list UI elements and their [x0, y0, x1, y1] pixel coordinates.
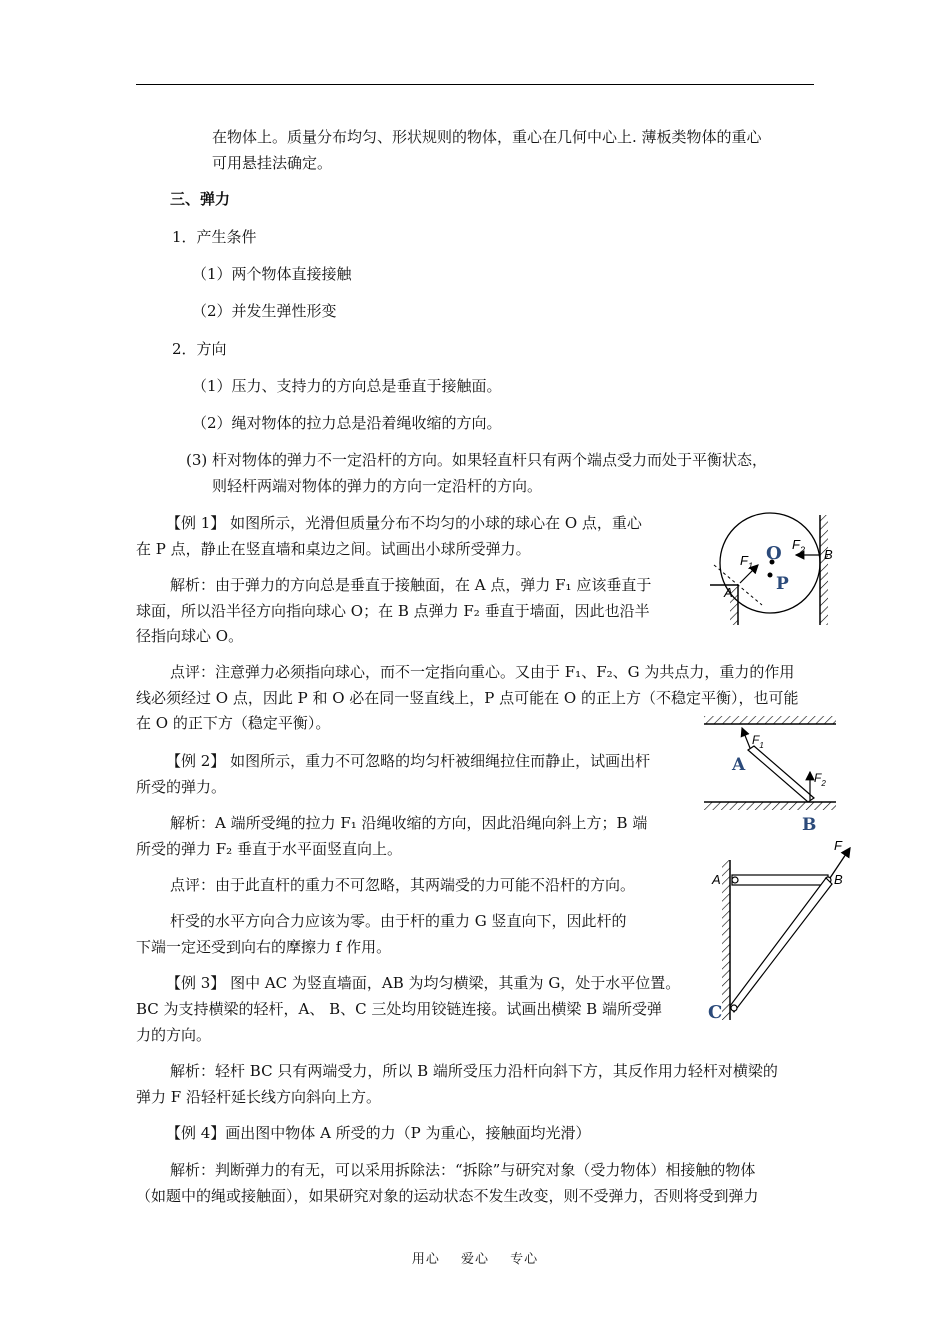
list-item: （1）压力、支持力的方向总是垂直于接触面。 — [192, 377, 502, 395]
label-f2: $F_2$ — [792, 537, 805, 555]
subheading: 1．产生条件 — [172, 228, 257, 246]
example-2-text: 【例 2】 如图所示，重力不可忽略的均匀杆被细绳拉住而静止，试画出杆 — [166, 752, 651, 770]
wall-hatching — [722, 860, 730, 1020]
subheading: 2．方向 — [172, 340, 227, 358]
floor-hatching — [704, 802, 836, 810]
list-item: （2）绳对物体的拉力总是沿着绳收缩的方向。 — [192, 414, 502, 432]
hinge-c — [731, 1005, 737, 1011]
analysis-3-text: 弹力 F 沿轻杆延长线方向斜向上方。 — [136, 1088, 381, 1106]
beam-ab — [732, 875, 828, 885]
ceiling-hatching — [704, 716, 836, 724]
paragraph-line: 可用悬挂法确定。 — [212, 154, 333, 172]
analysis-2-text: 解析：A 端所受绳的拉力 F₁ 沿绳收缩的方向，因此沿绳向斜上方；B 端 — [170, 814, 648, 832]
comment-2-text: 杆受的水平方向合力应该为零。由于杆的重力 G 竖直向下，因此杆的 — [170, 912, 627, 930]
list-item: 则轻杆两端对物体的弹力的方向一定沿杆的方向。 — [212, 477, 543, 495]
section-heading: 三、弹力 — [170, 190, 231, 208]
comment-1-text: 点评：注意弹力必须指向球心，而不一定指向重心。又由于 F₁、F₂、G 为共点力，重力的作用 — [170, 663, 795, 681]
label-o: O — [766, 543, 782, 564]
paragraph-line: 在物体上。质量分布均匀、形状规则的物体，重心在几何中心上. 薄板类物体的重心 — [212, 128, 762, 146]
figure-2-rod-diagram — [700, 712, 850, 837]
gravity-point — [768, 573, 773, 578]
wall-hatching — [820, 515, 828, 625]
label-a: A — [712, 872, 721, 887]
example-1-text: 【例 1】 如图所示，光滑但质量分布不均匀的小球的球心在 O 点，重心 — [166, 514, 642, 532]
label-f1: $F_1$ — [752, 733, 764, 750]
list-item: （1）两个物体直接接触 — [192, 265, 352, 283]
list-item: (3) 杆对物体的弹力不一定沿杆的方向。如果轻直杆只有两个端点受力而处于平衡状态， — [186, 451, 768, 469]
header-rule — [136, 84, 814, 85]
page-footer — [0, 1248, 950, 1267]
comment-2-text: 点评：由于此直杆的重力不可忽略，其两端受的力可能不沿杆的方向。 — [170, 876, 636, 894]
figure-3-beam-diagram — [700, 838, 870, 1028]
label-b: B — [802, 815, 817, 835]
figure-1-ball-diagram — [700, 505, 840, 635]
comment-2-text: 下端一定还受到向右的摩擦力 f 作用。 — [136, 938, 392, 956]
analysis-4-text: （如题中的绳或接触面），如果研究对象的运动状态不发生改变，则不受弹力，否则将受到弹力 — [136, 1187, 759, 1205]
example-3-text: BC 为支持横梁的轻杆，A、 B、C 三处均用铰链连接。试画出横梁 B 端所受弹 — [136, 1000, 662, 1018]
analysis-1-text: 径指向球心 O。 — [136, 627, 244, 645]
strut-bc — [730, 878, 832, 1012]
label-f2: $F_2$ — [814, 771, 826, 788]
label-a: A — [732, 755, 746, 775]
comment-1-text: 在 O 的正下方（稳定平衡）。 — [136, 714, 331, 732]
force-f1-arrow — [742, 728, 750, 748]
label-a: A — [724, 585, 733, 600]
analysis-4-text: 解析：判断弹力的有无，可以采用拆除法：“拆除”与研究对象（受力物体）相接触的物体 — [170, 1161, 756, 1179]
analysis-2-text: 所受的弹力 F₂ 垂直于水平面竖直向上。 — [136, 840, 402, 858]
hinge-a — [732, 877, 738, 883]
example-3-text: 【例 3】 图中 AC 为竖直墙面，AB 为均匀横梁，其重为 G，处于水平位置。 — [166, 974, 681, 992]
footer-word: 用心 — [411, 1252, 440, 1267]
list-item: （2）并发生弹性形变 — [192, 302, 337, 320]
footer-word: 爱心 — [460, 1252, 489, 1267]
label-f: F — [834, 838, 842, 853]
rod — [748, 746, 814, 802]
analysis-3-text: 解析：轻杆 BC 只有两端受力，所以 B 端所受压力沿杆向斜下方，其反作用力轻杆对横梁的 — [170, 1062, 778, 1080]
example-4-text: 【例 4】画出图中物体 A 所受的力（P 为重心，接触面均光滑） — [166, 1124, 591, 1142]
example-3-text: 力的方向。 — [136, 1026, 212, 1044]
comment-1-text: 线必须经过 O 点，因此 P 和 O 必在同一竖直线上，P 点可能在 O 的正上方（不稳定平衡），也可能 — [136, 689, 799, 707]
label-b: B — [824, 547, 833, 562]
example-2-text: 所受的弹力。 — [136, 778, 227, 796]
example-1-text: 在 P 点，静止在竖直墙和桌边之间。试画出小球所受弹力。 — [136, 540, 531, 558]
label-b: B — [834, 872, 843, 887]
analysis-1-text: 球面，所以沿半径方向指向球心 O；在 B 点弹力 F₂ 垂直于墙面，因此也沿半 — [136, 602, 650, 620]
label-c: C — [708, 1002, 723, 1023]
footer-word: 专心 — [510, 1252, 539, 1267]
label-p: P — [776, 574, 789, 594]
label-f1: $F_1$ — [740, 553, 753, 571]
analysis-1-text: 解析：由于弹力的方向总是垂直于接触面，在 A 点，弹力 F₁ 应该垂直于 — [170, 576, 652, 594]
